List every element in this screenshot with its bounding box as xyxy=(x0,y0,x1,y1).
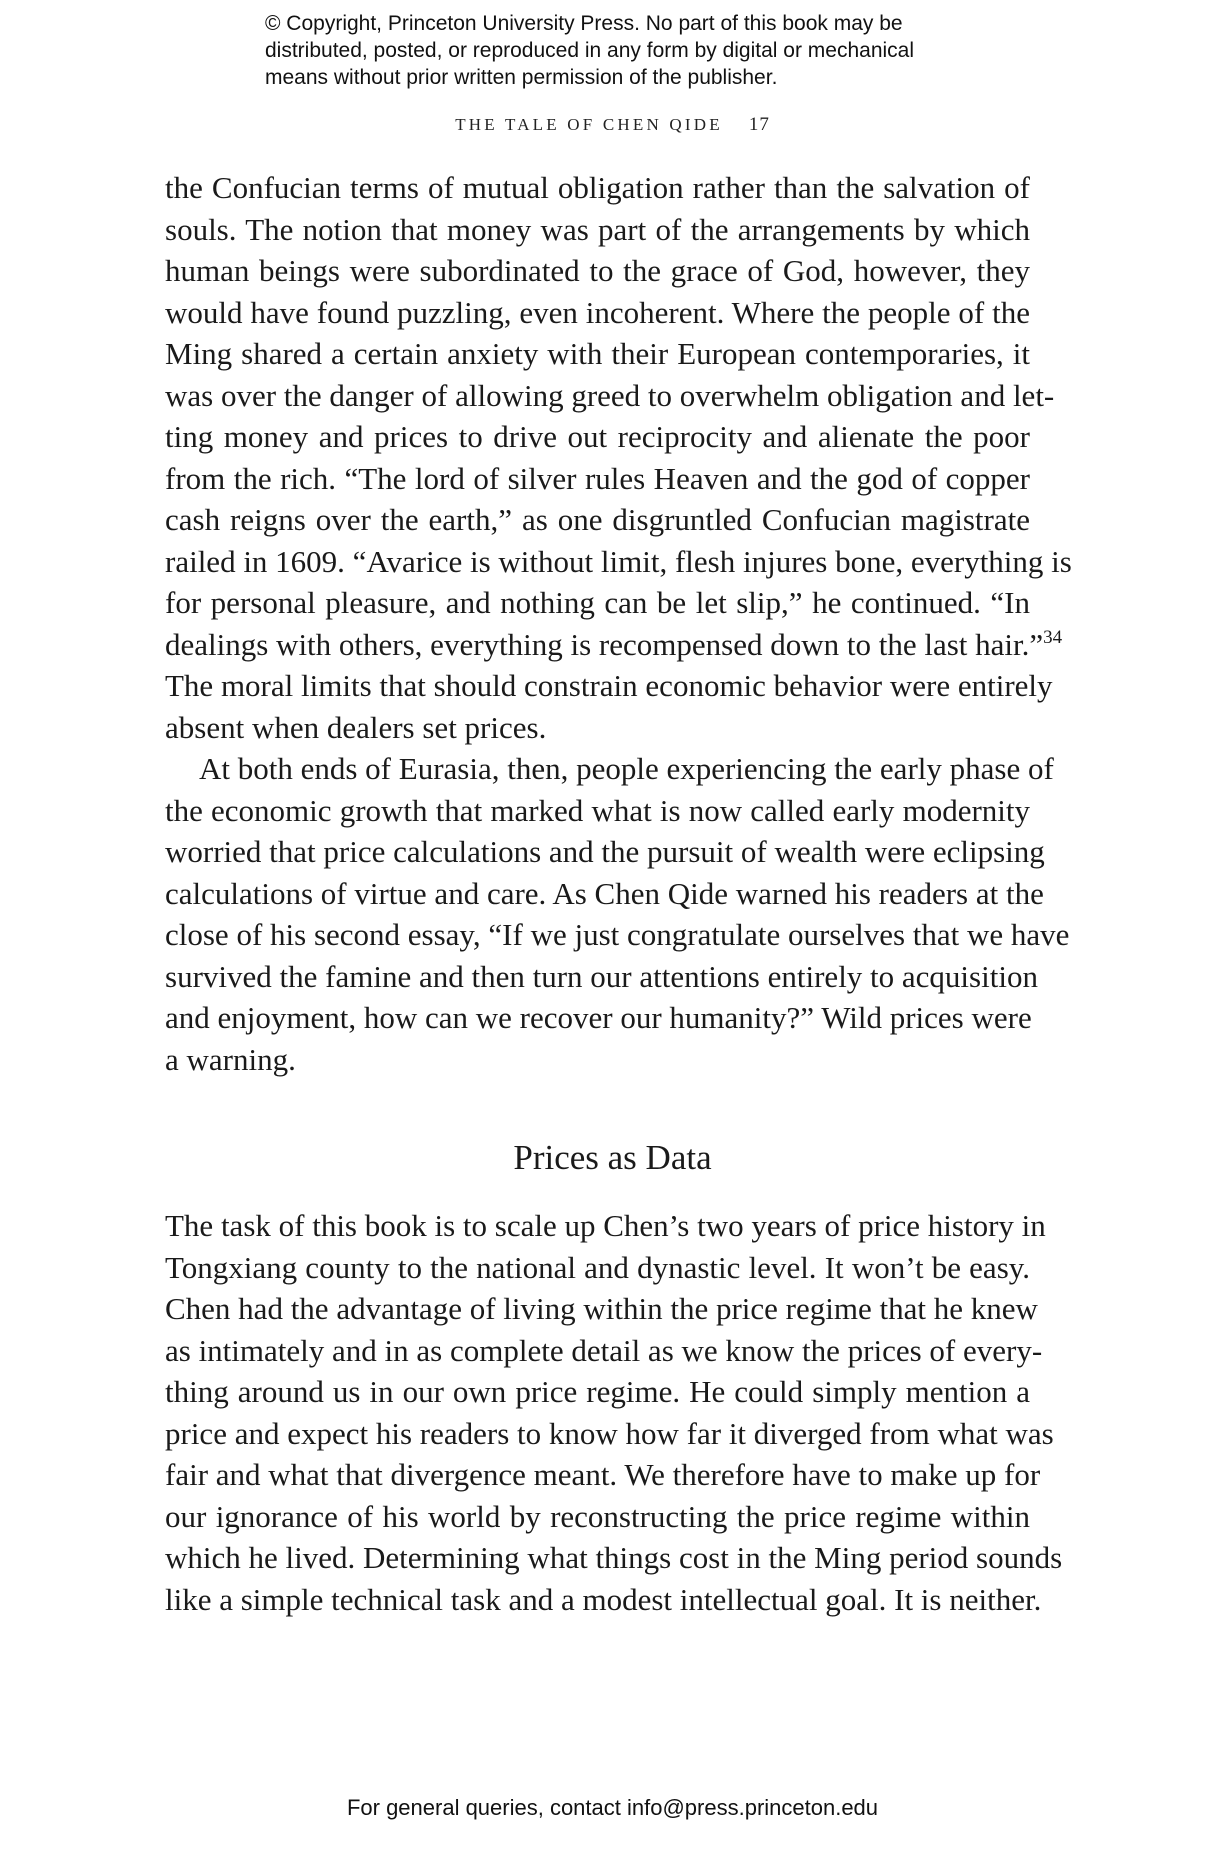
text-line: railed in 1609. “Avarice is without limit, flesh injures bone, everything is xyxy=(165,543,1072,579)
text-line: the Confucian terms of mutual obligation rather than the salvation of xyxy=(165,170,1030,205)
text-line: a warning. xyxy=(165,1041,296,1077)
text-line: fair and what that divergence meant. We therefore have to make up for xyxy=(165,1457,1041,1492)
text-line: close of his second essay, “If we just congratulate ourselves that we have xyxy=(165,917,1070,952)
body-text-section-2 xyxy=(165,1205,1063,1620)
copyright-line: means without prior written permission of the publisher. xyxy=(265,66,778,89)
text-line: Tongxiang county to the national and dynastic level. It won’t be easy. xyxy=(165,1249,1030,1285)
copyright-line: © Copyright, Princeton University Press. No part of this book may be xyxy=(265,12,903,35)
running-head-title: THE TALE OF CHEN QIDE xyxy=(455,115,723,134)
text-line: The moral limits that should constrain economic behavior were entirely xyxy=(165,668,1053,703)
text-line: as intimately and in as complete detail as we know the prices of every- xyxy=(165,1332,1043,1368)
text-line-paragraph-start: At both ends of Eurasia, then, people experiencing the early phase of xyxy=(199,751,1054,786)
text-line-with-footnote xyxy=(165,624,1063,666)
text-line: cash reigns over the earth,” as one disgruntled Confucian magistrate xyxy=(165,502,1030,537)
copyright-notice xyxy=(265,10,1025,91)
text-line: for personal pleasure, and nothing can be let slip,” he continued. “In xyxy=(165,585,1030,620)
text-line: our ignorance of his world by reconstructing the price regime within xyxy=(165,1498,1030,1534)
text-line: like a simple technical task and a modest intellectual goal. It is neither. xyxy=(165,1581,1042,1617)
body-text-section-1 xyxy=(165,167,1072,1080)
copyright-line: distributed, posted, or reproduced in any form by digital or mechanical xyxy=(265,39,915,62)
footnote-reference[interactable]: 34 xyxy=(1043,626,1063,648)
text-line: souls. The notion that money was part of the arrangements by which xyxy=(165,211,1030,247)
footer-contact: For general queries, contact info@press.princeton.edu xyxy=(346,1795,879,1820)
text-line: worried that price calculations and the pursuit of wealth were eclipsing xyxy=(165,834,1045,869)
text-line: would have found puzzling, even incoherent. Where the people of the xyxy=(165,294,1030,330)
text-line: and enjoyment, how can we recover our humanity?” Wild prices were xyxy=(165,1000,1032,1035)
text-line: absent when dealers set prices. xyxy=(165,709,547,745)
text-line: Ming shared a certain anxiety with their European contemporaries, it xyxy=(165,336,1030,371)
text-line: the economic growth that marked what is now called early modernity xyxy=(165,792,1030,828)
page-number: 17 xyxy=(748,114,770,135)
text-line: was over the danger of allowing greed to overwhelm obligation and let- xyxy=(165,377,1055,413)
text-line: ting money and prices to drive out reciprocity and alienate the poor xyxy=(165,419,1030,454)
text-line-content: dealings with others, everything is recompensed down to the last hair.” xyxy=(165,626,1044,662)
text-line: thing around us in our own price regime. He could simply mention a xyxy=(165,1374,1030,1409)
section-heading: Prices as Data xyxy=(513,1138,712,1177)
text-line: price and expect his readers to know how far it diverged from what was xyxy=(165,1415,1054,1451)
text-line: survived the famine and then turn our attentions entirely to acquisition xyxy=(165,958,1038,994)
text-line: The task of this book is to scale up Chen’s two years of price history in xyxy=(165,1208,1046,1243)
text-line: Chen had the advantage of living within the price regime that he knew xyxy=(165,1291,1038,1326)
text-line: calculations of virtue and care. As Chen Qide warned his readers at the xyxy=(165,875,1044,911)
text-line: human beings were subordinated to the grace of God, however, they xyxy=(165,253,1030,288)
text-line: from the rich. “The lord of silver rules Heaven and the god of copper xyxy=(165,460,1030,496)
text-line: which he lived. Determining what things cost in the Ming period sounds xyxy=(165,1540,1063,1575)
running-head xyxy=(0,114,1225,136)
